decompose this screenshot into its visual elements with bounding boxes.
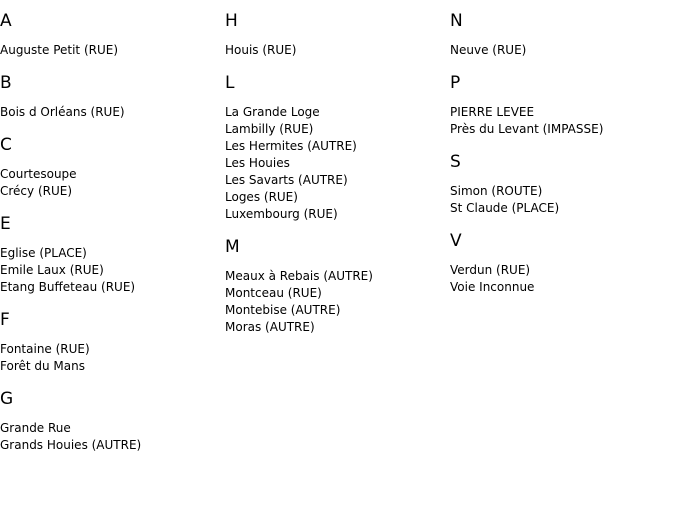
letter-section bbox=[0, 72, 220, 121]
street-link[interactable]: Forêt du Mans bbox=[0, 359, 85, 373]
street-link[interactable]: Grands Houies (AUTRE) bbox=[0, 438, 142, 452]
street-link[interactable]: St Claude (PLACE) bbox=[450, 201, 560, 215]
street-link[interactable]: Verdun (RUE) bbox=[450, 263, 531, 277]
street-list bbox=[0, 245, 220, 296]
index-column-2 bbox=[225, 10, 445, 349]
street-link[interactable]: Loges (RUE) bbox=[225, 190, 298, 204]
street-link[interactable]: Lambilly (RUE) bbox=[225, 122, 314, 136]
street-list bbox=[0, 42, 220, 59]
letter-section bbox=[450, 72, 670, 138]
section-letter-heading: L bbox=[225, 73, 235, 93]
section-letter-heading: V bbox=[450, 231, 462, 251]
street-link[interactable]: Eglise (PLACE) bbox=[0, 246, 87, 260]
street-list bbox=[450, 104, 670, 138]
section-letter-heading: B bbox=[0, 73, 12, 93]
letter-section bbox=[0, 388, 220, 454]
street-link[interactable]: Courtesoupe bbox=[0, 167, 77, 181]
letter-section bbox=[0, 213, 220, 296]
street-link[interactable]: Les Hermites (AUTRE) bbox=[225, 139, 357, 153]
street-link[interactable]: La Grande Loge bbox=[225, 105, 320, 119]
letter-section bbox=[450, 151, 670, 217]
street-link[interactable]: Montceau (RUE) bbox=[225, 286, 322, 300]
street-list bbox=[0, 341, 220, 375]
section-letter-heading: P bbox=[450, 73, 461, 93]
letter-section bbox=[225, 236, 445, 336]
street-list bbox=[225, 104, 445, 223]
section-letter-heading: E bbox=[0, 214, 11, 234]
street-link[interactable]: Bois d Orléans (RUE) bbox=[0, 105, 125, 119]
section-letter-heading: N bbox=[450, 11, 463, 31]
section-letter-heading: S bbox=[450, 152, 461, 172]
street-list bbox=[0, 166, 220, 200]
street-list bbox=[450, 183, 670, 217]
street-link[interactable]: Près du Levant (IMPASSE) bbox=[450, 122, 604, 136]
street-link[interactable]: Emile Laux (RUE) bbox=[0, 263, 104, 277]
section-letter-heading: F bbox=[0, 310, 10, 330]
street-list bbox=[225, 42, 445, 59]
street-link[interactable]: Houis (RUE) bbox=[225, 43, 297, 57]
section-letter-heading: M bbox=[225, 237, 240, 257]
section-letter-heading: H bbox=[225, 11, 238, 31]
letter-section bbox=[225, 72, 445, 223]
street-link[interactable]: Simon (ROUTE) bbox=[450, 184, 543, 198]
index-column-3 bbox=[450, 10, 670, 309]
street-link[interactable]: Auguste Petit (RUE) bbox=[0, 43, 119, 57]
street-link[interactable]: Meaux à Rebais (AUTRE) bbox=[225, 269, 373, 283]
section-letter-heading: A bbox=[0, 11, 12, 31]
letter-section bbox=[225, 10, 445, 59]
street-link[interactable]: Les Savarts (AUTRE) bbox=[225, 173, 348, 187]
letter-section bbox=[0, 10, 220, 59]
letter-section bbox=[0, 134, 220, 200]
street-link[interactable]: Moras (AUTRE) bbox=[225, 320, 315, 334]
street-list bbox=[450, 42, 670, 59]
street-link[interactable]: Montebise (AUTRE) bbox=[225, 303, 341, 317]
street-link[interactable]: Neuve (RUE) bbox=[450, 43, 527, 57]
street-link[interactable]: Etang Buffeteau (RUE) bbox=[0, 280, 136, 294]
street-link[interactable]: Fontaine (RUE) bbox=[0, 342, 90, 356]
street-link[interactable]: Crécy (RUE) bbox=[0, 184, 73, 198]
letter-section bbox=[0, 309, 220, 375]
index-column-1 bbox=[0, 10, 220, 467]
street-link[interactable]: Les Houies bbox=[225, 156, 290, 170]
street-link[interactable]: Voie Inconnue bbox=[450, 280, 535, 294]
section-letter-heading: G bbox=[0, 389, 14, 409]
letter-section bbox=[450, 230, 670, 296]
street-link[interactable]: PIERRE LEVEE bbox=[450, 105, 535, 119]
street-link[interactable]: Grande Rue bbox=[0, 421, 71, 435]
letter-section bbox=[450, 10, 670, 59]
street-list bbox=[225, 268, 445, 336]
street-list bbox=[0, 420, 220, 454]
street-list bbox=[450, 262, 670, 296]
street-list bbox=[0, 104, 220, 121]
street-link[interactable]: Luxembourg (RUE) bbox=[225, 207, 338, 221]
section-letter-heading: C bbox=[0, 135, 12, 155]
